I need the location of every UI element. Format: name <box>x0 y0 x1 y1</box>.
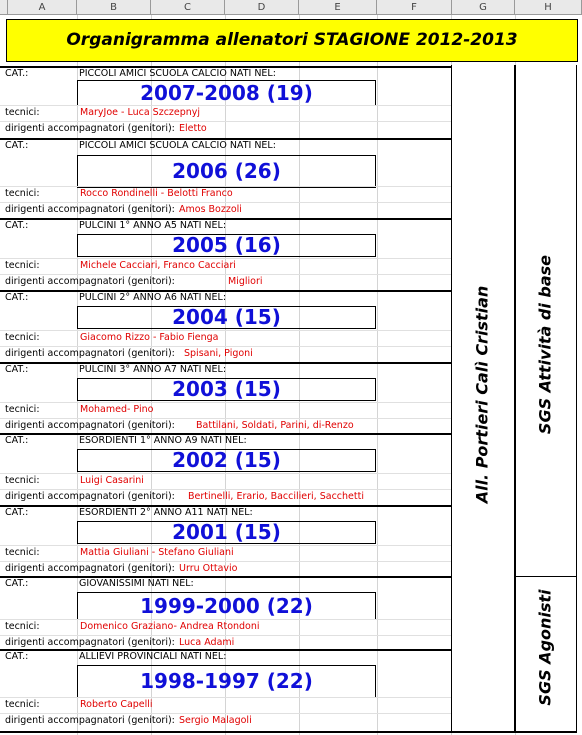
tecnici-names[interactable]: Rocco Rondinelli - Belotti Franco <box>80 188 233 199</box>
dirigenti-label: dirigenti accompagnatori (genitori): <box>5 563 175 574</box>
category-name[interactable]: ESORDIENTI 2° ANNO A11 NATI NEL: <box>79 507 253 518</box>
category-name[interactable]: ALLIEVI PROVINCIALI NATI NEL: <box>79 651 227 662</box>
dirigenti-label: dirigenti accompagnatori (genitori): <box>5 204 175 215</box>
dirigenti-names[interactable]: Spisani, Pigoni <box>184 348 253 359</box>
tecnici-names[interactable]: MaryJoe - Luca Szczepnyj <box>80 107 201 118</box>
column-header-f[interactable]: F <box>377 0 452 15</box>
dirigenti-names[interactable]: Amos Bozzoli <box>179 204 242 215</box>
portieri-label: All. Portieri Calì Cristian <box>472 285 492 504</box>
row-gridline <box>0 258 451 259</box>
cat-label: CAT.: <box>5 507 29 518</box>
column-header-d[interactable]: D <box>225 0 299 15</box>
row-gridline <box>0 619 451 620</box>
category-name[interactable]: PICCOLI AMICI SCUOLA CALCIO NATI NEL: <box>79 140 276 151</box>
cat-label: CAT.: <box>5 651 29 662</box>
tecnici-names[interactable]: Michele Cacciari, Franco Cacciari <box>80 260 236 271</box>
tecnici-label: tecnici: <box>5 547 40 558</box>
cat-label: CAT.: <box>5 292 29 303</box>
row-gridline <box>0 330 451 331</box>
cat-label: CAT.: <box>5 68 29 79</box>
section-separator <box>0 731 451 733</box>
dirigenti-label: dirigenti accompagnatori (genitori): <box>5 348 175 359</box>
tecnici-names[interactable]: Luigi Casarini <box>80 475 144 486</box>
tecnici-label: tecnici: <box>5 107 40 118</box>
row-gridline <box>0 186 451 187</box>
tecnici-label: tecnici: <box>5 404 40 415</box>
cat-label: CAT.: <box>5 364 29 375</box>
dirigenti-names[interactable]: Migliori <box>228 276 263 287</box>
birth-year-box[interactable]: 2001 (15) <box>77 521 376 544</box>
column-header-e[interactable]: E <box>299 0 377 15</box>
column-header-c[interactable]: C <box>151 0 225 15</box>
row-gridline <box>0 346 451 347</box>
row-gridline <box>0 489 451 490</box>
sheet-title[interactable]: Organigramma allenatori STAGIONE 2012-2013 <box>6 19 578 62</box>
category-name[interactable]: ESORDIENTI 1° ANNO A9 NATI NEL: <box>79 435 247 446</box>
cat-label: CAT.: <box>5 578 29 589</box>
sheet-corner[interactable] <box>0 0 8 15</box>
tecnici-label: tecnici: <box>5 260 40 271</box>
row-gridline <box>0 121 451 122</box>
row-gridline <box>0 635 451 636</box>
category-name[interactable]: PULCINI 2° ANNO A6 NATI NEL: <box>79 292 227 303</box>
cat-label: CAT.: <box>5 140 29 151</box>
tecnici-names[interactable]: Giacomo Rizzo - Fabio Fienga <box>80 332 219 343</box>
row-gridline <box>0 274 451 275</box>
category-name[interactable]: PULCINI 3° ANNO A7 NATI NEL: <box>79 364 227 375</box>
birth-year-box[interactable]: 1998-1997 (22) <box>77 665 376 698</box>
row-gridline <box>0 105 451 106</box>
tecnici-label: tecnici: <box>5 621 40 632</box>
category-name[interactable]: PULCINI 1° ANNO A5 NATI NEL: <box>79 220 227 231</box>
column-header-h[interactable]: H <box>515 0 582 15</box>
dirigenti-names[interactable]: Eletto <box>179 123 207 134</box>
birth-year-box[interactable]: 2005 (16) <box>77 234 376 257</box>
column-header-a[interactable]: A <box>8 0 77 15</box>
dirigenti-label: dirigenti accompagnatori (genitori): <box>5 276 175 287</box>
column-header-g[interactable]: G <box>452 0 515 15</box>
row-gridline <box>0 697 451 698</box>
section-separator <box>0 576 451 578</box>
portieri-column[interactable] <box>451 65 516 733</box>
tecnici-names[interactable]: Roberto Capelli <box>80 699 153 710</box>
dirigenti-names[interactable]: Sergio Malagoli <box>179 715 252 726</box>
birth-year-box[interactable]: 2004 (15) <box>77 306 376 329</box>
sgs-agonisti-column[interactable] <box>514 576 577 733</box>
dirigenti-names[interactable]: Urru Ottavio <box>179 563 238 574</box>
tecnici-label: tecnici: <box>5 475 40 486</box>
tecnici-label: tecnici: <box>5 699 40 710</box>
row-gridline <box>0 561 451 562</box>
birth-year-box[interactable]: 1999-2000 (22) <box>77 592 376 620</box>
dirigenti-names[interactable]: Bertinelli, Erario, Baccilieri, Sacchetti <box>188 491 364 502</box>
category-name[interactable]: GIOVANISSIMI NATI NEL: <box>79 578 194 589</box>
tecnici-names[interactable]: Domenico Graziano- Andrea Rtondoni <box>80 621 260 632</box>
tecnici-names[interactable]: Mohamed- Pino <box>80 404 154 415</box>
birth-year-box[interactable]: 2003 (15) <box>77 378 376 401</box>
cat-label: CAT.: <box>5 435 29 446</box>
dirigenti-names[interactable]: Battilani, Soldati, Parini, di-Renzo <box>196 420 354 431</box>
dirigenti-label: dirigenti accompagnatori (genitori): <box>5 420 175 431</box>
row-gridline <box>0 418 451 419</box>
cat-label: CAT.: <box>5 220 29 231</box>
row-gridline <box>0 402 451 403</box>
tecnici-names[interactable]: Mattia Giuliani - Stefano Giuliani <box>80 547 234 558</box>
row-gridline <box>0 545 451 546</box>
row-gridline <box>0 202 451 203</box>
dirigenti-names[interactable]: Luca Adami <box>179 637 235 648</box>
row-gridline <box>0 473 451 474</box>
tecnici-label: tecnici: <box>5 188 40 199</box>
dirigenti-label: dirigenti accompagnatori (genitori): <box>5 123 175 134</box>
dirigenti-label: dirigenti accompagnatori (genitori): <box>5 637 175 648</box>
birth-year-box[interactable]: 2007-2008 (19) <box>77 80 376 106</box>
tecnici-label: tecnici: <box>5 332 40 343</box>
row-gridline <box>0 713 451 714</box>
column-header-b[interactable]: B <box>77 0 151 15</box>
birth-year-box[interactable]: 2002 (15) <box>77 449 376 472</box>
birth-year-box[interactable]: 2006 (26) <box>77 155 376 188</box>
dirigenti-label: dirigenti accompagnatori (genitori): <box>5 715 175 726</box>
category-name[interactable]: PICCOLI AMICI SCUOLA CALCIO NATI NEL: <box>79 68 276 79</box>
dirigenti-label: dirigenti accompagnatori (genitori): <box>5 491 175 502</box>
sgs-agonisti-label: SGS Agonisti <box>535 589 555 706</box>
sgs-base-label: SGS Attività di base <box>535 254 555 435</box>
sgs-base-column[interactable] <box>514 65 577 577</box>
